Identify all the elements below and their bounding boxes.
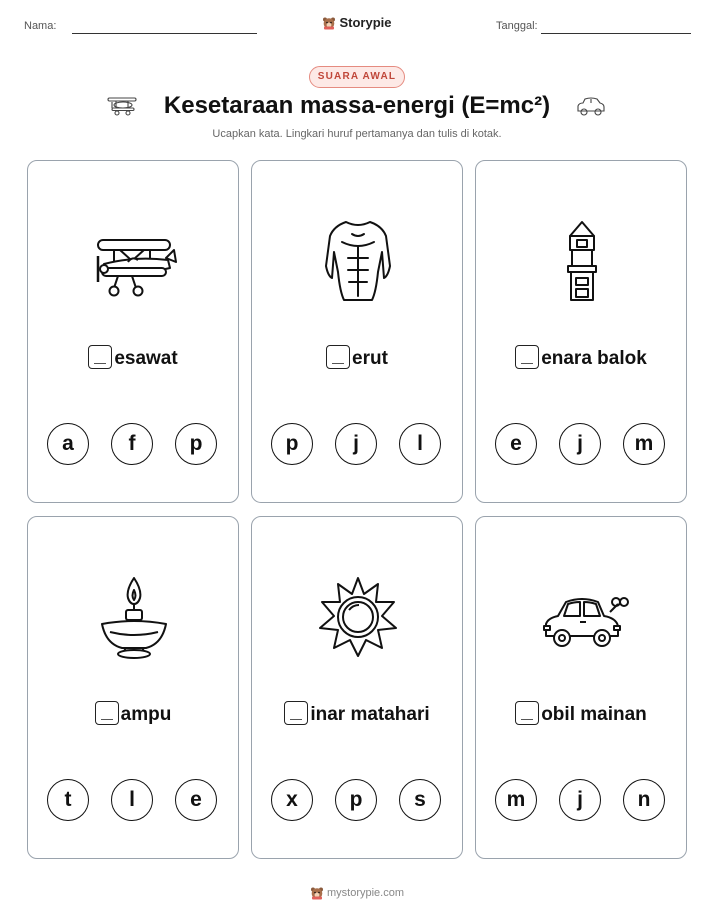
instructions: Ucapkan kata. Lingkari huruf pertamanya dan tulis di kotak. (212, 128, 502, 140)
tower-icon (532, 216, 632, 306)
letter-option[interactable]: e (175, 779, 217, 821)
answer-box[interactable] (88, 345, 112, 369)
toy-car-icon (532, 572, 632, 662)
word-card (475, 160, 687, 503)
letter-option[interactable]: p (175, 423, 217, 465)
page-title: Kesetaraan massa-energi (E=mc²) (163, 92, 551, 119)
word-card (251, 160, 463, 503)
section-badge: SUARA AWAL (309, 66, 405, 88)
letter-option[interactable]: p (271, 423, 313, 465)
brand-name: Storypie (339, 15, 392, 31)
word-prompt (28, 703, 238, 727)
word-remainder: esawat (114, 348, 178, 369)
letter-options (47, 779, 219, 823)
word-prompt (476, 703, 686, 727)
letter-option[interactable]: f (111, 423, 153, 465)
word-card (27, 160, 239, 503)
letter-options (495, 423, 667, 467)
word-prompt (28, 347, 238, 371)
letter-option[interactable]: l (111, 779, 153, 821)
letter-option[interactable]: m (495, 779, 537, 821)
bear-logo-icon (322, 16, 336, 30)
letter-option[interactable]: p (335, 779, 377, 821)
word-remainder: inar matahari (310, 704, 430, 725)
answer-box[interactable] (284, 701, 308, 725)
word-prompt (252, 347, 462, 371)
footer (0, 886, 714, 900)
brand-logo (0, 14, 714, 30)
letter-options (271, 423, 443, 467)
letter-option[interactable]: j (559, 423, 601, 465)
letter-options (47, 423, 219, 467)
letter-option[interactable]: s (399, 779, 441, 821)
toy-car-icon (575, 95, 607, 117)
letter-option[interactable]: m (623, 423, 665, 465)
word-card (251, 516, 463, 859)
date-label: Tanggal: (496, 20, 538, 32)
word-prompt (476, 347, 686, 371)
letter-option[interactable]: a (47, 423, 89, 465)
letter-option[interactable]: e (495, 423, 537, 465)
oil-lamp-icon (84, 572, 184, 662)
word-card (475, 516, 687, 859)
letter-option[interactable]: j (559, 779, 601, 821)
letter-option[interactable]: l (399, 423, 441, 465)
letter-option[interactable]: t (47, 779, 89, 821)
footer-url[interactable]: mystorypie.com (326, 887, 405, 899)
word-remainder: ampu (120, 704, 172, 725)
name-label: Nama: (24, 20, 57, 32)
word-remainder: enara balok (541, 348, 647, 369)
word-remainder: erut (352, 348, 388, 369)
name-line[interactable] (72, 33, 257, 34)
word-card (27, 516, 239, 859)
date-line[interactable] (541, 33, 691, 34)
answer-box[interactable] (95, 701, 119, 725)
bear-logo-icon (310, 886, 324, 900)
letter-option[interactable]: n (623, 779, 665, 821)
letter-options (495, 779, 667, 823)
sun-icon (308, 572, 408, 662)
answer-box[interactable] (515, 701, 539, 725)
answer-box[interactable] (326, 345, 350, 369)
letter-option[interactable]: j (335, 423, 377, 465)
airplane-icon (84, 216, 184, 306)
word-prompt (252, 703, 462, 727)
answer-box[interactable] (515, 345, 539, 369)
letter-option[interactable]: x (271, 779, 313, 821)
letter-options (271, 779, 443, 823)
torso-icon (308, 216, 408, 306)
word-remainder: obil mainan (541, 704, 647, 725)
